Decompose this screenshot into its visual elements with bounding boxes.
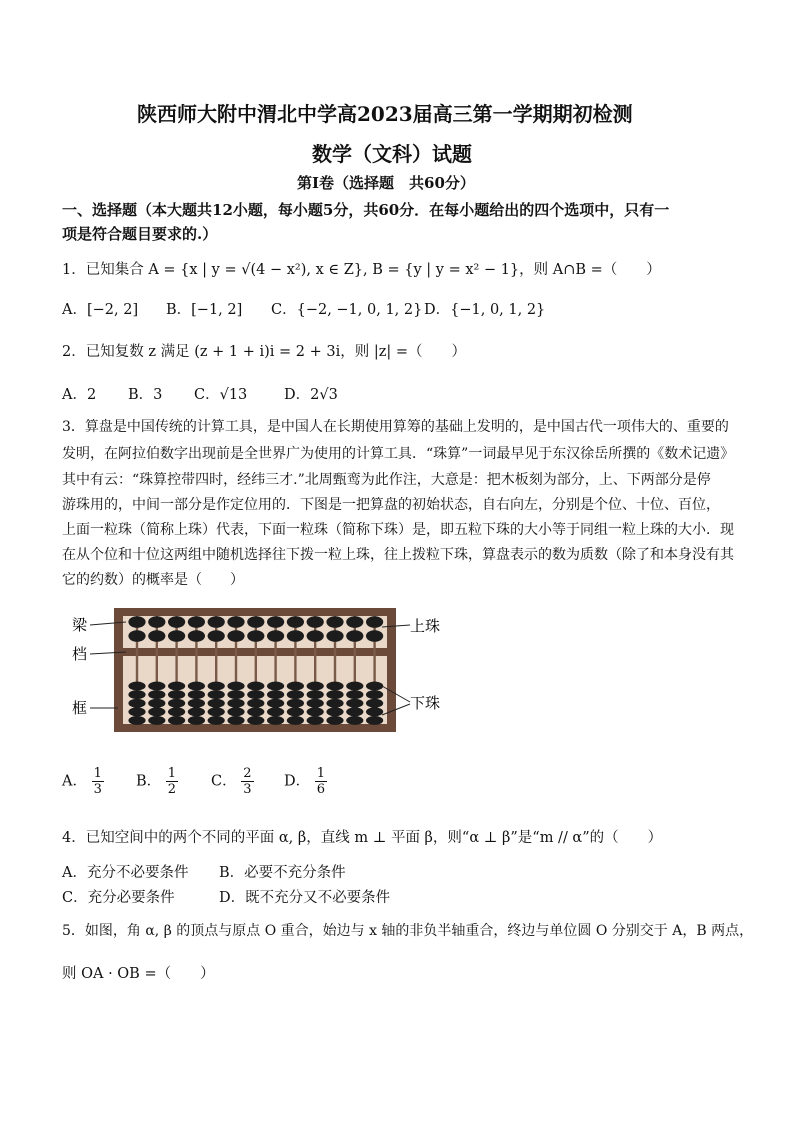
abacus-lower-bead: [188, 682, 205, 691]
q3-line-5: 上面一粒珠（简称上珠）代表，下面一粒珠（简称下珠）是，即五粒下珠的大小等于同组一粒上珠的大小．现: [62, 522, 734, 538]
abacus-upper-bead: [346, 616, 363, 628]
abacus-upper-bead: [188, 630, 205, 642]
q3-line-7: 它的约数）的概率是（ ）: [62, 572, 244, 588]
abacus-lower-bead: [227, 716, 244, 725]
abacus-upper-bead: [287, 616, 304, 628]
abacus-upper-bead: [128, 630, 145, 642]
abacus-lower-bead: [208, 682, 225, 691]
abacus-lower-bead: [307, 716, 324, 725]
abacus-lower-bead: [168, 690, 185, 699]
abacus-lower-bead: [326, 690, 343, 699]
abacus-upper-bead: [307, 616, 324, 628]
q3-option-d-num: 1: [316, 766, 326, 781]
page-subtitle: 数学（文科）试题: [312, 142, 472, 166]
abacus-lower-bead: [168, 699, 185, 708]
q3-option-b: [136, 766, 178, 797]
volume-heading: 第Ⅰ卷（选择题 共60分）: [297, 174, 475, 192]
abacus-lower-bead: [168, 716, 185, 725]
q2-option-a: A．2: [62, 387, 97, 403]
abacus-lower-bead: [287, 690, 304, 699]
abacus-lower-bead: [287, 707, 304, 716]
abacus-upper-bead: [188, 616, 205, 628]
q3-option-b-letter: B．: [136, 773, 162, 790]
q4-option-a: A．充分不必要条件: [62, 865, 189, 881]
q3-option-a-num: 1: [93, 766, 102, 781]
q3-option-b-num: 1: [167, 766, 177, 781]
abacus-upper-bead: [307, 630, 324, 642]
abacus-lower-bead: [208, 716, 225, 725]
q4-stem: 4．已知空间中的两个不同的平面 α, β，直线 m ⊥ 平面 β，则“α ⊥ β”是“m // α”的（ ）: [62, 830, 663, 846]
q4-option-c: C．充分必要条件: [62, 890, 175, 906]
abacus-lower-bead: [247, 682, 264, 691]
abacus-lower-bead: [346, 699, 363, 708]
q1-option-b: B．[−1, 2]: [166, 302, 243, 318]
abacus-upper-bead: [148, 616, 165, 628]
q5-line-2: 则 OA · OB =（ ）: [62, 966, 215, 982]
abacus-lower-bead: [128, 707, 145, 716]
q2-option-b: B．3: [128, 387, 163, 403]
q3-option-d-den: 6: [316, 782, 326, 797]
abacus-lower-bead: [247, 690, 264, 699]
q2-option-d: D．2√3: [284, 387, 338, 403]
abacus-lower-bead: [366, 690, 383, 699]
abacus-upper-bead: [227, 630, 244, 642]
abacus-lower-bead: [128, 699, 145, 708]
abacus-upper-bead: [326, 630, 343, 642]
abacus-lower-bead: [168, 682, 185, 691]
q3-option-a-den: 3: [93, 782, 102, 797]
abacus-lower-bead: [346, 716, 363, 725]
abacus-lower-bead: [188, 716, 205, 725]
abacus-lower-bead: [227, 699, 244, 708]
abacus-upper-bead: [227, 616, 244, 628]
abacus-lower-bead: [247, 716, 264, 725]
abacus-upper-bead: [346, 630, 363, 642]
abacus-lower-bead: [168, 707, 185, 716]
abacus-lower-bead: [326, 682, 343, 691]
page-title: 陕西师大附中渭北中学高2023届高三第一学期期初检测: [137, 102, 633, 126]
q3-option-a-letter: A．: [62, 773, 87, 790]
q3-line-2: 发明，在阿拉伯数字出现前是全世界广为使用的计算工具．“珠算”一词最早见于东汉徐岳所撰的《数术记遗》: [62, 446, 735, 462]
abacus-upper-bead: [128, 616, 145, 628]
q1-option-c: C．{−2, −1, 0, 1, 2}: [271, 302, 423, 318]
abacus-lower-bead: [287, 682, 304, 691]
q1-option-d: D．{−1, 0, 1, 2}: [424, 302, 546, 318]
q2-option-c: C．√13: [194, 387, 248, 403]
q3-option-c-letter: C．: [211, 773, 237, 790]
abacus-upper-bead: [247, 630, 264, 642]
abacus-lower-bead: [366, 716, 383, 725]
abacus-lower-bead: [227, 707, 244, 716]
q3-option-a-fraction: [92, 766, 104, 797]
abacus-upper-bead: [366, 616, 383, 628]
q3-option-a: [62, 766, 104, 797]
q2-stem: 2．已知复数 z 满足 (z + 1 + i)i = 2 + 3i，则 |z| =（ ）: [62, 344, 466, 360]
section-heading-line2: 项是符合题目要求的.）: [62, 225, 218, 243]
abacus-upper-bead: [148, 630, 165, 642]
abacus-lower-bead: [128, 716, 145, 725]
abacus-lower-bead: [366, 682, 383, 691]
abacus-lower-bead: [227, 690, 244, 699]
q3-option-d-fraction: [315, 766, 327, 797]
abacus-upper-bead: [287, 630, 304, 642]
abacus-lower-bead: [326, 699, 343, 708]
q3-option-c: [211, 766, 254, 797]
abacus-lower-bead: [128, 690, 145, 699]
abacus-lower-bead: [287, 699, 304, 708]
abacus-figure: [60, 600, 460, 740]
abacus-lower-bead: [287, 716, 304, 725]
abacus-lower-bead: [267, 699, 284, 708]
abacus-upper-bead: [168, 630, 185, 642]
abacus-lower-bead: [148, 707, 165, 716]
q4-option-d: D．既不充分又不必要条件: [219, 890, 391, 906]
q3-option-b-den: 2: [167, 782, 177, 797]
section-heading-line1: 一、选择题（本大题共12小题，每小题5分，共60分．在每小题给出的四个选项中，只有一: [62, 201, 670, 219]
abacus-lower-bead: [148, 716, 165, 725]
abacus-upper-bead: [247, 616, 264, 628]
abacus-upper-bead: [208, 616, 225, 628]
q3-option-c-fraction: [241, 766, 253, 797]
abacus-lower-bead: [227, 682, 244, 691]
abacus-lower-bead: [247, 707, 264, 716]
abacus-lower-bead: [326, 707, 343, 716]
label-kuang: 框: [72, 699, 88, 717]
abacus-lower-bead: [366, 699, 383, 708]
q3-option-c-den: 3: [243, 782, 252, 797]
q3-line-4: 游珠用的，中间一部分是作定位用的．下图是一把算盘的初始状态，自右向左，分别是个位、十位、百位，: [62, 497, 720, 513]
abacus-lower-bead: [267, 690, 284, 699]
q5-line-1: 5．如图，角 α, β 的顶点与原点 O 重合，始边与 x 轴的非负半轴重合，终边与单位圆 O 分别交于 A，B 两点，: [62, 923, 754, 939]
abacus-lower-bead: [208, 690, 225, 699]
abacus-lower-bead: [346, 707, 363, 716]
label-xiazhu: 下珠: [410, 694, 441, 712]
abacus-lower-bead: [307, 699, 324, 708]
abacus-upper-bead: [267, 630, 284, 642]
abacus-lower-bead: [326, 716, 343, 725]
label-dang: 档: [72, 645, 88, 663]
abacus-upper-bead: [326, 616, 343, 628]
abacus-lower-bead: [267, 682, 284, 691]
q3-line-6: 在从个位和十位这两组中随机选择往下拨一粒上珠，往上拨粒下珠，算盘表示的数为质数（除了和本身没有其: [62, 547, 734, 563]
abacus-lower-bead: [307, 707, 324, 716]
abacus-lower-bead: [188, 690, 205, 699]
abacus-lower-bead: [307, 682, 324, 691]
q3-line-3: 其中有云：“珠算控带四时，经纬三才.”北周甄鸾为此作注，大意是：把木板刻为部分，上、下两部分是停: [62, 472, 711, 488]
q3-option-d: [284, 766, 327, 797]
q3-option-b-fraction: [166, 766, 178, 797]
label-shangzhu: 上珠: [410, 617, 441, 635]
abacus-lower-bead: [346, 682, 363, 691]
abacus-lower-bead: [148, 682, 165, 691]
abacus-upper-bead: [208, 630, 225, 642]
abacus-upper-bead: [267, 616, 284, 628]
abacus-lower-bead: [267, 716, 284, 725]
q4-option-b: B．必要不充分条件: [219, 865, 346, 881]
abacus-upper-bead: [366, 630, 383, 642]
q3-option-c-num: 2: [243, 766, 252, 781]
abacus-lower-bead: [267, 707, 284, 716]
abacus-upper-bead: [168, 616, 185, 628]
abacus-lower-bead: [148, 690, 165, 699]
abacus-lower-bead: [188, 707, 205, 716]
q3-line-1: 3．算盘是中国传统的计算工具，是中国人在长期使用算筹的基础上发明的，是中国古代一项伟大的、重要的: [62, 419, 729, 435]
label-liang: 梁: [72, 616, 88, 634]
abacus-lower-bead: [188, 699, 205, 708]
abacus-lower-bead: [247, 699, 264, 708]
abacus-lower-bead: [148, 699, 165, 708]
abacus-lower-bead: [307, 690, 324, 699]
abacus-lower-bead: [208, 707, 225, 716]
abacus-lower-bead: [366, 707, 383, 716]
q3-option-d-letter: D．: [284, 773, 311, 790]
abacus-lower-bead: [128, 682, 145, 691]
q1-option-a: A．[−2, 2]: [62, 302, 139, 318]
q1-stem: 1．已知集合 A = {x | y = √(4 − x²), x ∈ Z}, B = {y | y = x² − 1}，则 A∩B =（ ）: [62, 262, 661, 278]
abacus-lower-bead: [346, 690, 363, 699]
abacus-lower-bead: [208, 699, 225, 708]
